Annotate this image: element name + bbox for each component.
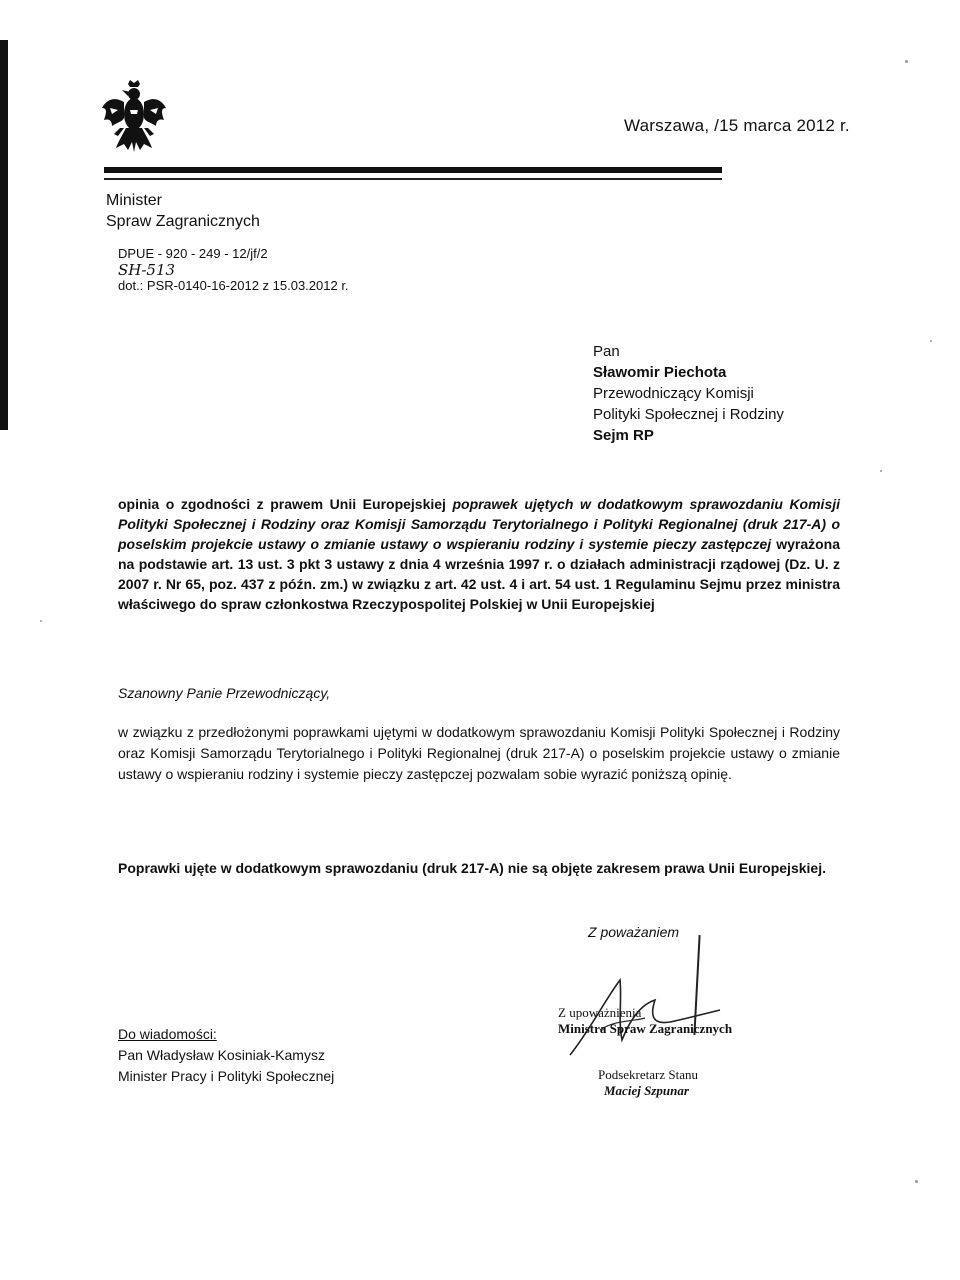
scan-speck [905,60,908,63]
letter-date: Warszawa, /15 marca 2012 r. [624,116,850,135]
reference-handwritten: SH-513 [118,261,176,279]
stamp-line-name: Maciej Szpunar [604,1083,689,1098]
reference-regarding: dot.: PSR-0140-16-2012 z 15.03.2012 r. [118,278,349,293]
recipient-institution: Sejm RP [593,427,654,444]
sender-title: Minister [106,192,163,209]
reference-number: DPUE - 920 - 249 - 12/jf/2 [118,246,268,261]
body-paragraph-2: Poprawki ujęte w dodatkowym sprawozdaniu (druk 217-A) nie są objęte zakresem prawa Unii Europejskiej. [118,860,826,876]
scan-speck [880,470,882,472]
scan-edge-bar [0,40,8,430]
official-stamp [548,1005,798,1115]
subject-lead: opinia o zgodności z prawem Unii Europejskiej [118,496,446,512]
cc-recipient-position: Minister Pracy i Polityki Społecznej [118,1068,335,1084]
recipient-salutation: Pan [593,343,620,360]
recipient-position: Przewodniczący Komisji [593,385,754,402]
reference-block [118,246,349,294]
scan-speck [930,340,932,342]
stamp-line-authorization: Z upoważnienia [558,1005,642,1020]
closing-phrase: Z poważaniem [588,924,680,940]
sender-ministry: Spraw Zagranicznych [106,213,260,230]
scan-speck [40,620,42,622]
header-rule-thick [104,167,722,173]
subject-paragraph [118,494,840,614]
polish-eagle-emblem-icon [100,78,168,154]
cc-heading: Do wiadomości: [118,1026,217,1042]
cc-block [118,1024,334,1087]
scan-speck [915,1180,918,1183]
greeting: Szanowny Panie Przewodniczący, [118,685,331,701]
recipient-name: Sławomir Piechota [593,364,727,381]
cc-recipient-name: Pan Władysław Kosiniak-Kamysz [118,1047,325,1063]
header-rule-thin [104,178,722,180]
stamp-line-title: Podsekretarz Stanu [598,1067,699,1082]
stamp-line-ministry: Ministra Spraw Zagranicznych [558,1021,733,1036]
subject-tail: wyrażona na podstawie art. 13 ust. 3 pkt 3 ustawy z dnia 4 września 1997 r. o działach administracji rządowej (Dz. U. z 2007 r. Nr 65, poz. 437 z późn. zm.) w związku z art. 42 ust. 4 i art. 54 ust. 1 Regulaminu Sejmu przez ministra właściwego do spraw członkostwa Rzeczypospolitej Polskiej w Unii Europejskiej [118,536,841,612]
body-paragraph-1: w związku z przedłożonymi poprawkami ujętymi w dodatkowym sprawozdaniu Komisji Polityki Społecznej i Rodziny oraz Komisji Samorządu Terytorialnego i Polityki Regionalnej (druk 217-A) o poselskim projekcie ustawy o zmianie ustawy o wspieraniu rodziny i systemie pieczy zastępczej pozwalam sobie wyrazić poniższą opinię. [118,724,840,782]
sender-block [106,190,260,232]
recipient-address [593,341,784,446]
subject-italic: poprawek ujętych w dodatkowym sprawozdaniu Komisji Polityki Społecznej i Rodziny oraz Komisji Samorządu Terytorialnego i Polityki Regionalnej (druk 217-A) o poselskim projekcie ustawy o zmianie ustawy o wspieraniu rodziny i systemie pieczy zastępczej [118,496,841,552]
recipient-committee: Polityki Społecznej i Rodziny [593,406,784,423]
